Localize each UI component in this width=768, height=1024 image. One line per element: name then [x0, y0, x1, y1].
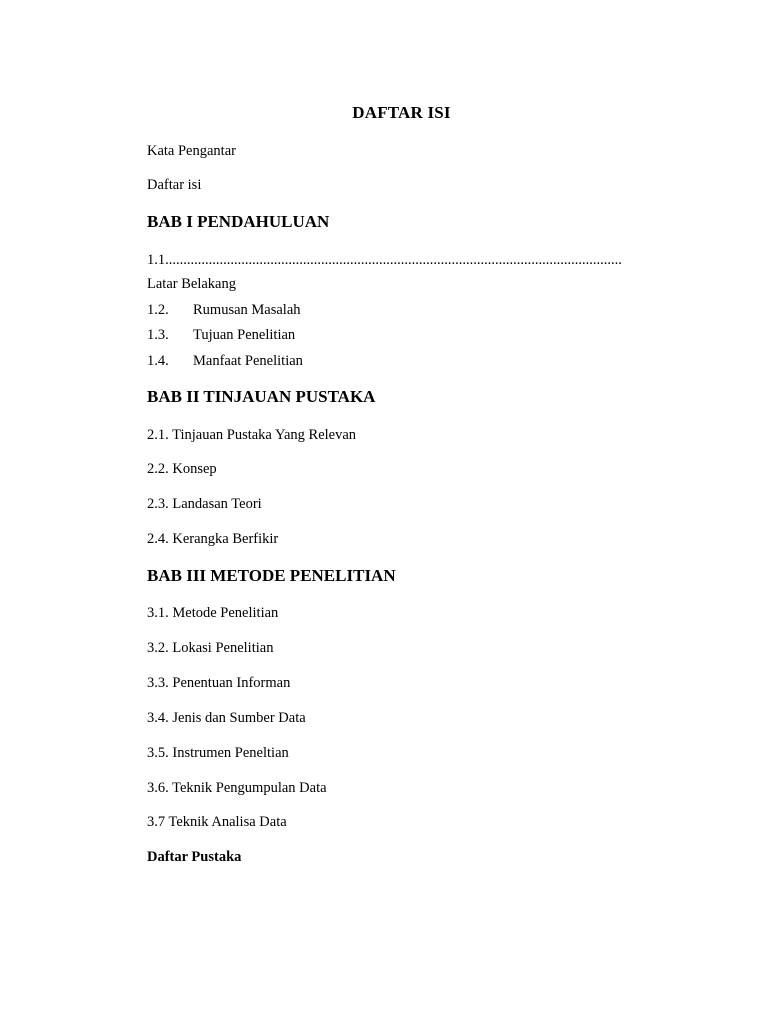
toc-entry: 2.2. Konsep [147, 461, 217, 477]
toc-entry-number: 1.4. [147, 353, 169, 369]
toc-entry: 3.3. Penentuan Informan [147, 675, 291, 691]
page-title: DAFTAR ISI [352, 103, 451, 122]
toc-entry: 3.2. Lokasi Penelitian [147, 640, 274, 656]
toc-entry [147, 302, 301, 319]
chapter-heading-bab-2: BAB II TINJAUAN PUSTAKA [147, 387, 376, 406]
toc-entry-label: Tujuan Penelitian [193, 327, 296, 343]
toc-entry: 3.5. Instrumen Peneltian [147, 745, 289, 761]
toc-leader-line: 1.1.............................................................................................................................. [147, 252, 622, 268]
toc-entry-label: Manfaat Penelitian [193, 353, 303, 369]
toc-entry-daftar-isi: Daftar isi [147, 177, 202, 193]
toc-entry-number: 1.3. [147, 327, 169, 343]
toc-entry: 2.3. Landasan Teori [147, 496, 262, 512]
toc-entry: 3.6. Teknik Pengumpulan Data [147, 780, 327, 796]
toc-entry-number: 1.2. [147, 302, 169, 318]
toc-entry-daftar-pustaka: Daftar Pustaka [147, 849, 242, 865]
toc-entry: 3.4. Jenis dan Sumber Data [147, 710, 306, 726]
toc-entry-label: Rumusan Masalah [193, 302, 301, 318]
toc-entry: 3.7 Teknik Analisa Data [147, 814, 287, 830]
toc-entry [147, 327, 295, 344]
chapter-heading-bab-3: BAB III METODE PENELITIAN [147, 566, 396, 585]
toc-entry: 2.1. Tinjauan Pustaka Yang Relevan [147, 427, 357, 443]
toc-entry-latar-belakang: Latar Belakang [147, 276, 236, 292]
toc-entry: 3.1. Metode Penelitian [147, 605, 279, 621]
toc-entry [147, 353, 303, 370]
chapter-heading-bab-1: BAB I PENDAHULUAN [147, 212, 330, 231]
toc-entry: 2.4. Kerangka Berfikir [147, 531, 279, 547]
toc-entry-kata-pengantar: Kata Pengantar [147, 143, 236, 159]
